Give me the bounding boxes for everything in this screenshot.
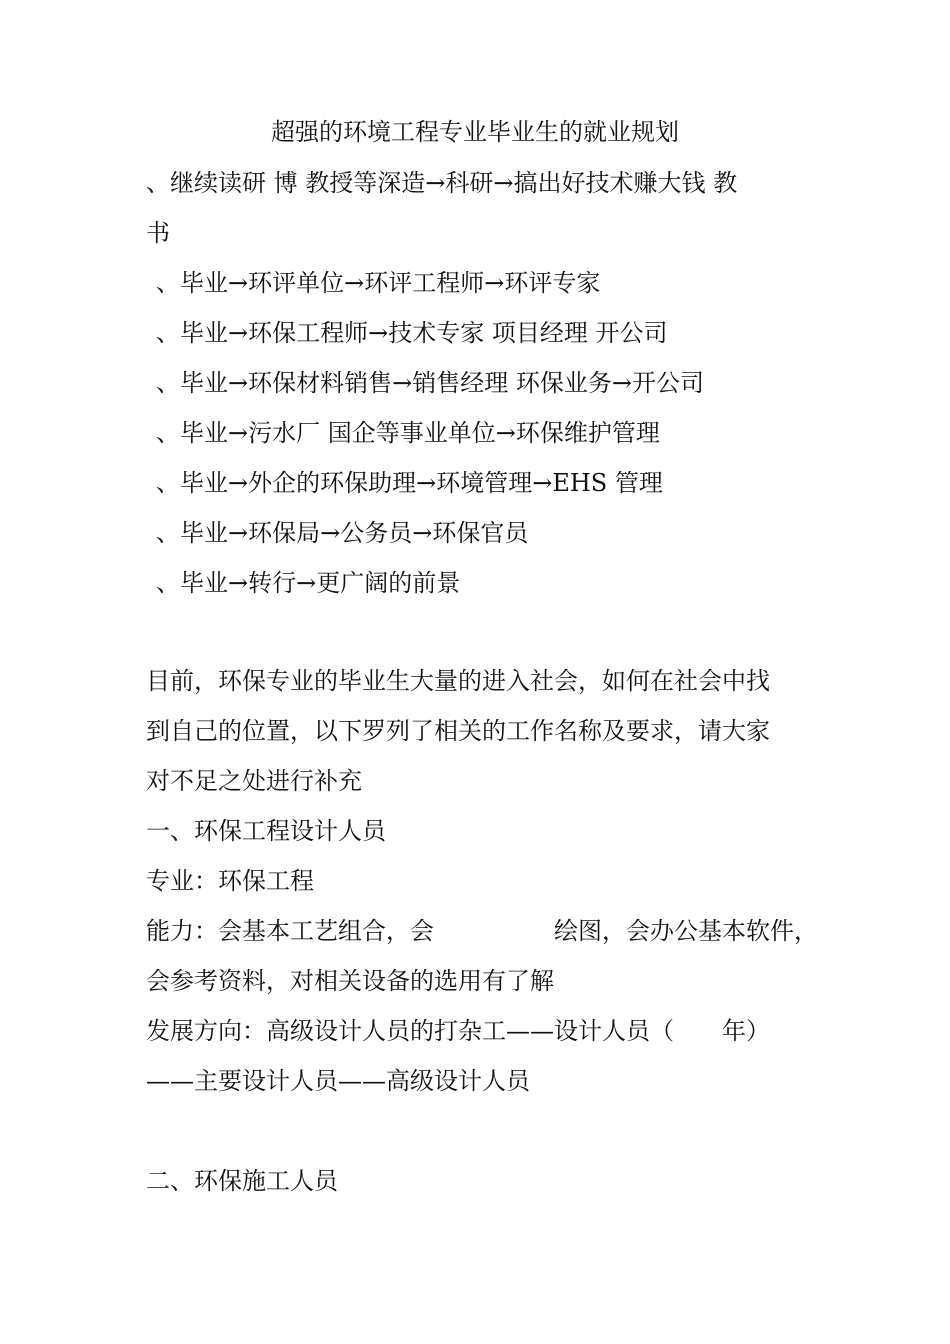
intro-paragraph-line: 对不足之处进行补充 [146,767,362,795]
career-path-item: 、毕业→环评单位→环评工程师→环评专家 [156,269,601,297]
career-path-list [146,158,816,608]
career-path-item: 、毕业→外企的环保助理→环境管理→EHS 管理 [156,469,663,497]
career-path-item: 、继续读研 博 教授等深造→科研→搞出好技术赚大钱 教 [146,169,738,197]
intro-and-sections [146,656,816,1206]
major-line: 专业：环保工程 [146,867,314,895]
development-line: 发展方向：高级设计人员的打杂工——设计人员（ 年） [146,1017,770,1045]
career-path-item-continued: 书 [146,219,170,247]
development-line-continued: ——主要设计人员——高级设计人员 [146,1067,530,1095]
career-path-item: 、毕业→污水厂 国企等事业单位→环保维护管理 [156,419,660,447]
ability-line: 能力：会基本工艺组合，会 绘图，会办公基本软件， [146,917,818,945]
section-heading: 一、环保工程设计人员 [146,817,386,845]
career-path-item: 、毕业→转行→更广阔的前景 [156,569,461,597]
career-path-item: 、毕业→环保材料销售→销售经理 环保业务→开公司 [156,369,704,397]
intro-paragraph-line: 目前，环保专业的毕业生大量的进入社会，如何在社会中找 [146,667,770,695]
career-path-item: 、毕业→环保工程师→技术专家 项目经理 开公司 [156,319,668,347]
career-path-item: 、毕业→环保局→公务员→环保官员 [156,519,529,547]
section-heading: 二、环保施工人员 [146,1167,338,1195]
document-title: 超强的环境工程专业毕业生的就业规划 [271,118,679,146]
intro-paragraph-line: 到自己的位置，以下罗列了相关的工作名称及要求，请大家 [146,717,770,745]
ability-line-continued: 会参考资料，对相关设备的选用有了解 [146,967,554,995]
blank-line [146,1106,816,1156]
